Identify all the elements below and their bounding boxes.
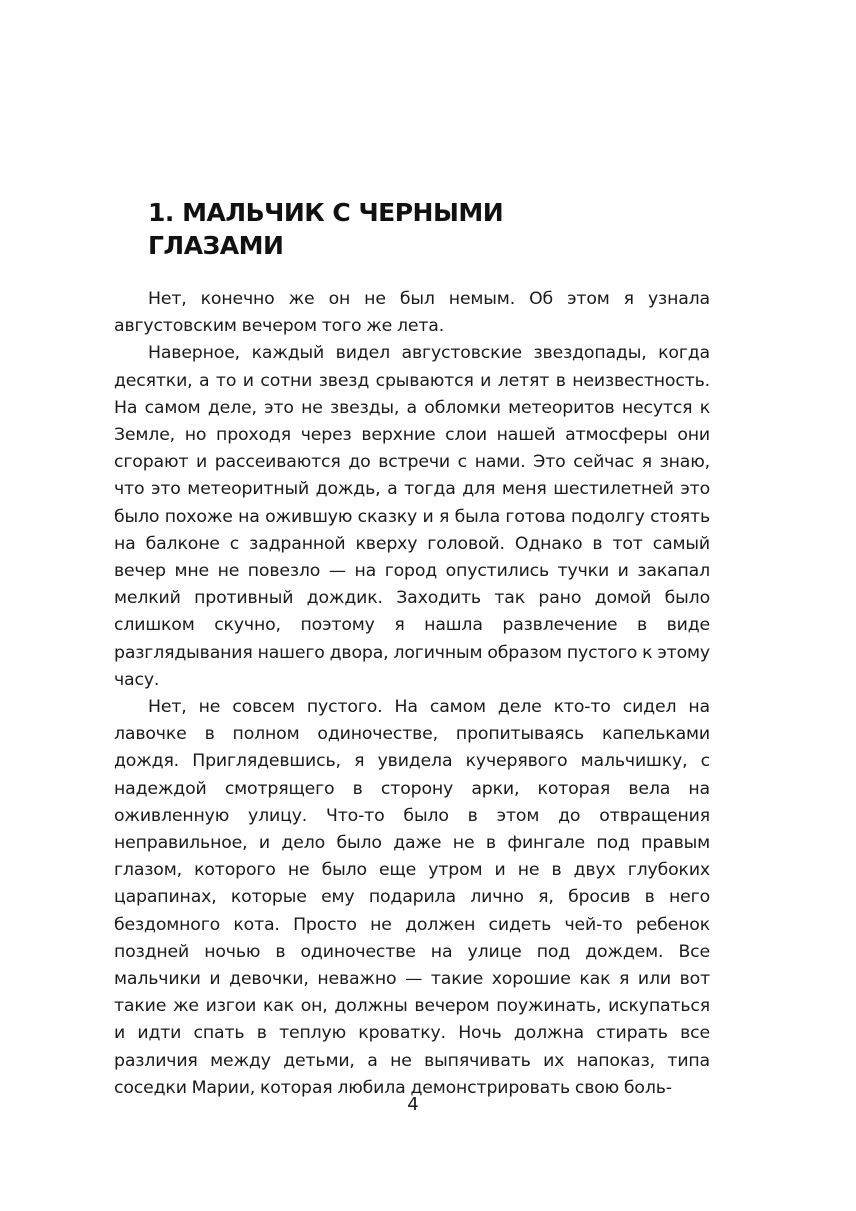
page-number: 4 bbox=[407, 1094, 419, 1115]
paragraph-1: Нет, конечно же он не был немым. Об этом я узнала августовским вечером того же лета. bbox=[114, 289, 710, 337]
chapter-title-line-1: 1. МАЛЬЧИК С ЧЕРНЫМИ bbox=[148, 198, 504, 227]
paragraph-2: Наверное, каждый видел августовские звездопады, когда десятки, а то и сотни звезд срываются и летят в неизвестность. На самом деле, это не звезды, а обломки метеоритов несутся к Земле, но проходя через верхние слои нашей атмосферы они сгорают и рассеиваются до встречи с нами. Это сейчас я знаю, что это метеоритный дождь, а тогда для меня шестилетней это было похоже на ожившую сказку и я была готова подолгу стоять на балконе с задранной кверху головой. Однако в тот самый вечер мне не повезло — на город опустились тучки и закапал мелкий противный дождик. Заходить так рано домой было слишком скучно, поэтому я нашла развлечение в виде разглядывания нашего двора, логичным образом пустого к этому часу. bbox=[114, 343, 710, 690]
chapter-title-line-2: ГЛАЗАМИ bbox=[148, 231, 284, 260]
chapter-title bbox=[148, 196, 708, 262]
chapter-body bbox=[114, 286, 710, 1102]
paragraph-3: Нет, не совсем пустого. На самом деле кто-то сидел на лавочке в полном одиночестве, пропитываясь капельками дождя. Приглядевшись, я увидела кучерявого мальчишку, с надеждой смотрящего в сторону арки, которая вела на оживленную улицу. Что-то было в этом до отвращения неправильное, и дело было даже не в фингале под правым глазом, которого не было еще утром и не в двух глубоких царапинах, которые ему подарила лично я, бросив в него бездомного кота. Просто не должен сидеть чей-то ребенок поздней ночью в одиночестве на улице под дождем. Все мальчики и девочки, неважно — такие хорошие как я или вот такие же изгои как он, должны вечером поужинать, искупаться и идти спать в теплую кроватку. Ночь должна стирать все различия между детьми, а не выпячивать их напоказ, типа соседки Марии, которая любила демонстрировать свою боль- bbox=[114, 697, 710, 1098]
